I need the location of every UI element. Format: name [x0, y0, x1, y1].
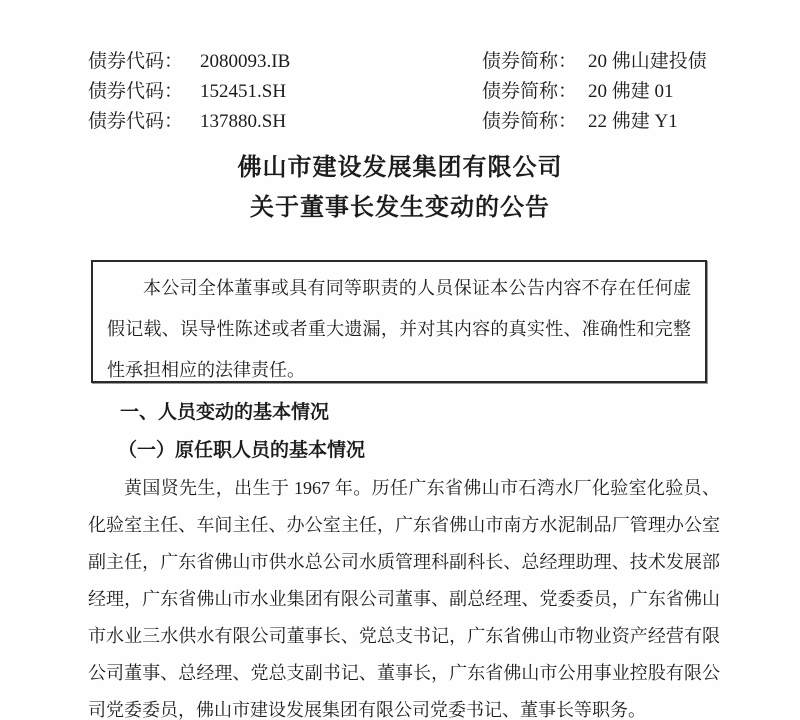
body-line: 副主任，广东省佛山市供水总公司水质管理科副科长、总经理助理、技术发展部 — [88, 552, 720, 572]
body-line: 化验室主任、车间主任、办公室主任，广东省佛山市南方水泥制品厂管理办公室 — [88, 515, 720, 535]
bond-code-label: 债券代码： — [88, 51, 184, 72]
document-title — [0, 148, 800, 228]
bond-code-label: 债券代码： — [88, 81, 184, 102]
section-heading-personnel-change: 一、人员变动的基本情况 — [120, 402, 330, 423]
bond-name-value: 22 佛建 Y1 — [588, 111, 678, 132]
document-title-line-2: 关于董事长发生变动的公告 — [250, 195, 550, 221]
bond-row — [88, 47, 760, 77]
bond-code-table — [88, 47, 760, 137]
bond-name-label: 债券简称： — [482, 81, 578, 102]
body-paragraph — [88, 470, 720, 720]
disclaimer-line: 假记载、误导性陈述或者重大遗漏，并对其内容的真实性、准确性和完整 — [107, 319, 691, 339]
subsection-heading-former-officer: （一）原任职人员的基本情况 — [118, 440, 366, 461]
bond-name-value: 20 佛建 01 — [588, 81, 674, 102]
bond-code-label: 债券代码： — [88, 111, 184, 132]
document-title-line-1: 佛山市建设发展集团有限公司 — [237, 155, 563, 181]
bond-name-value: 20 佛山建投债 — [588, 51, 707, 72]
disclaimer-line: 性承担相应的法律责任。 — [107, 360, 305, 380]
disclaimer-box — [91, 260, 707, 383]
body-line: 经理，广东省佛山市水业集团有限公司董事、副总经理、党委委员，广东省佛山 — [88, 589, 720, 609]
bond-row — [88, 77, 760, 107]
bond-row — [88, 107, 760, 137]
body-line: 市水业三水供水有限公司董事长、党总支书记，广东省佛山市物业资产经营有限 — [88, 626, 720, 646]
body-line: 黄国贤先生，出生于 1967 年。历任广东省佛山市石湾水厂化验室化验员、 — [124, 478, 720, 498]
bond-name-label: 债券简称： — [482, 111, 578, 132]
bond-code-value: 137880.SH — [200, 111, 287, 132]
body-line: 司党委委员，佛山市建设发展集团有限公司党委书记、董事长等职务。 — [88, 700, 646, 720]
bond-code-value: 2080093.IB — [200, 51, 291, 72]
disclaimer-line: 本公司全体董事或具有同等职责的人员保证本公告内容不存在任何虚 — [143, 278, 691, 298]
bond-code-value: 152451.SH — [200, 81, 287, 102]
body-line: 公司董事、总经理、党总支副书记、董事长，广东省佛山市公用事业控股有限公 — [88, 663, 720, 683]
bond-name-label: 债券简称： — [482, 51, 578, 72]
